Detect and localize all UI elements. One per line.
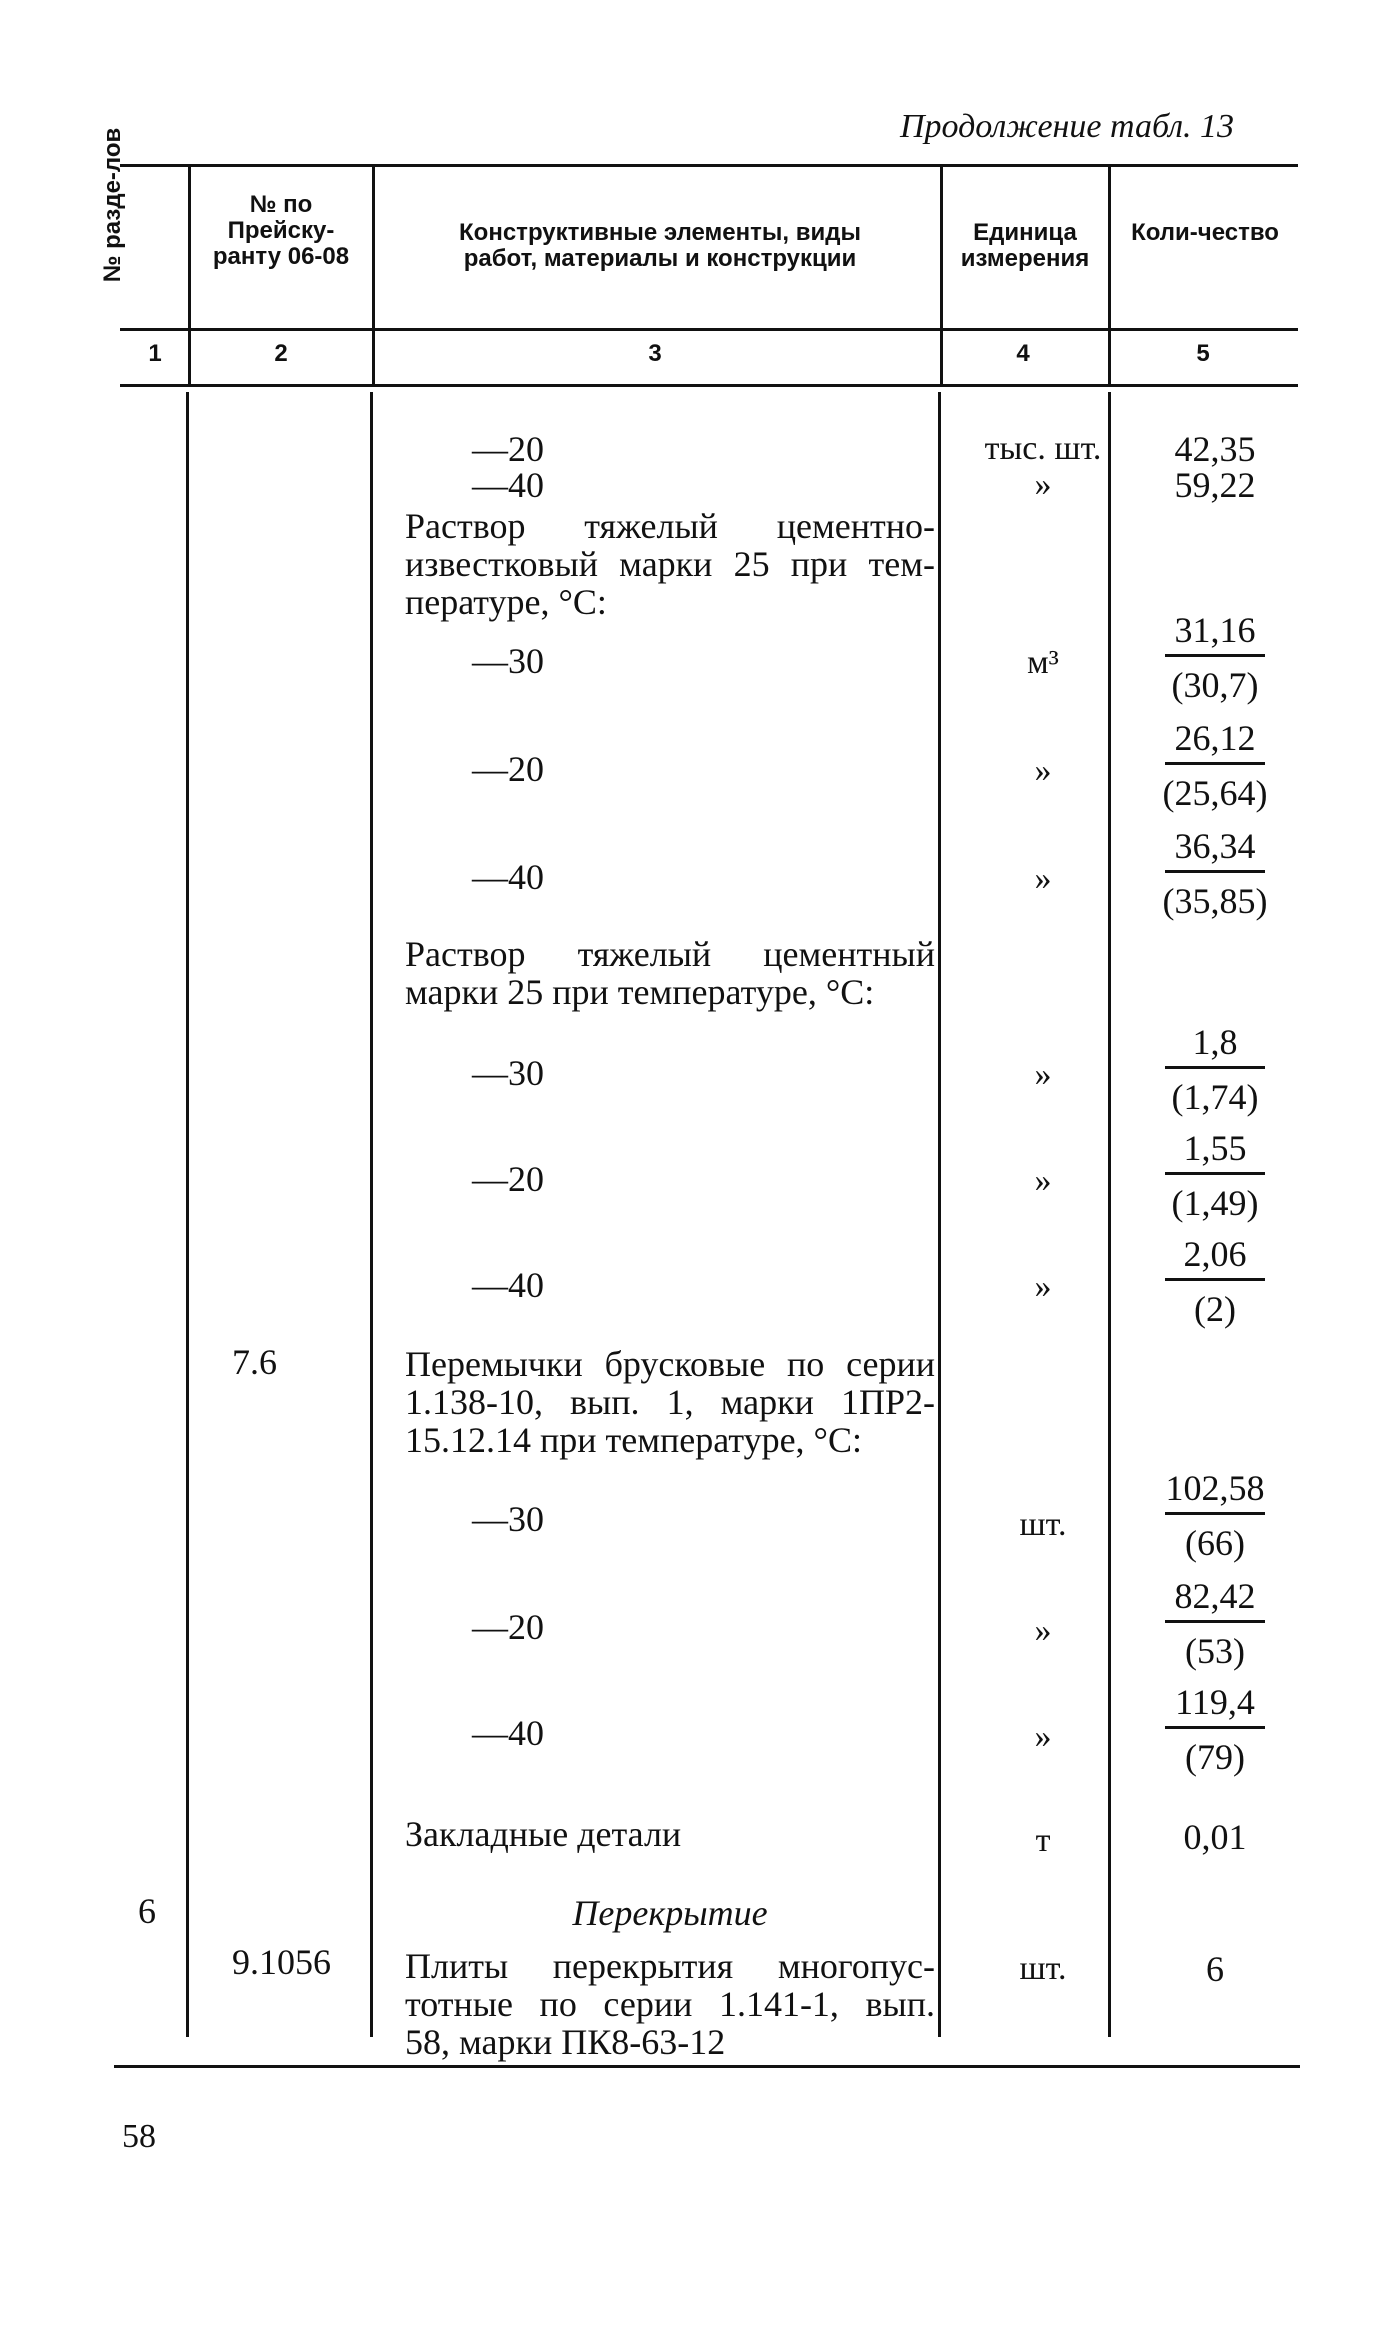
- col-number-5: 5: [1196, 340, 1210, 367]
- col-number-3: 3: [648, 340, 662, 367]
- row-unit: »: [1034, 860, 1052, 897]
- section-title: Перекрытие: [572, 1893, 768, 1933]
- header-elements: Конструктивные элементы, виды работ, материалы и конструкции: [459, 219, 861, 272]
- row-label: Закладные детали: [405, 1814, 682, 1854]
- quantity-denominator: (1,74): [1171, 1077, 1259, 1117]
- row-label: —20: [472, 749, 544, 789]
- row-quantity: 0,01: [1183, 1817, 1247, 1857]
- fraction-bar: [1165, 870, 1265, 873]
- material-description: 15.12.14 при температуре, °С:: [405, 1420, 862, 1460]
- quantity-fraction: [1140, 1234, 1290, 1329]
- quantity-denominator: (53): [1185, 1631, 1245, 1671]
- material-description: известковый марки 25 при тем-: [405, 544, 935, 584]
- quantity-denominator: (1,49): [1171, 1183, 1259, 1223]
- material-description: Перемычки брусковые по серии: [405, 1344, 935, 1384]
- material-description: 1.138-10, вып. 1, марки 1ПР2-: [405, 1382, 935, 1422]
- col-number-2: 2: [274, 340, 288, 367]
- col-number-1: 1: [148, 340, 162, 367]
- quantity-fraction: [1140, 1128, 1290, 1223]
- material-description: Плиты перекрытия многопус-: [405, 1946, 935, 1986]
- row-unit: »: [1034, 1162, 1052, 1199]
- material-description: Раствор тяжелый цементный: [405, 934, 935, 974]
- quantity-numerator: 82,42: [1174, 1576, 1256, 1616]
- row-label: —30: [472, 1499, 544, 1539]
- row-unit: шт.: [1019, 1506, 1067, 1543]
- row-quantity: 59,22: [1174, 465, 1256, 505]
- row-quantity: 42,35: [1174, 429, 1256, 469]
- price-list-code: 9.1056: [232, 1942, 331, 1982]
- header-col-divider-1: [188, 164, 191, 387]
- body-col-divider-1: [186, 392, 189, 2037]
- row-unit: »: [1034, 1718, 1052, 1755]
- quantity-numerator: 1,55: [1183, 1128, 1247, 1168]
- quantity-fraction: [1140, 1468, 1290, 1563]
- row-unit: т: [1035, 1822, 1051, 1859]
- quantity-denominator: (2): [1194, 1289, 1236, 1329]
- quantity-fraction: [1140, 826, 1290, 921]
- quantity-fraction: [1140, 1682, 1290, 1777]
- material-description: Раствор тяжелый цементно-: [405, 506, 935, 546]
- header-bottom-rule: [120, 328, 1298, 331]
- quantity-numerator: 36,34: [1174, 826, 1256, 866]
- row-unit: »: [1034, 466, 1052, 503]
- row-unit: »: [1034, 752, 1052, 789]
- row-label: —20: [472, 1607, 544, 1647]
- col-number-4: 4: [1016, 340, 1030, 367]
- quantity-numerator: 1,8: [1192, 1022, 1238, 1062]
- header-quantity: Коли-чество: [1131, 219, 1279, 246]
- fraction-bar: [1165, 1172, 1265, 1175]
- quantity-denominator: (30,7): [1171, 665, 1259, 705]
- header-col-divider-2: [372, 164, 375, 387]
- fraction-bar: [1165, 1066, 1265, 1069]
- quantity-denominator: (66): [1185, 1523, 1245, 1563]
- quantity-denominator: (79): [1185, 1737, 1245, 1777]
- header-top-rule: [120, 164, 1298, 167]
- row-label: —40: [472, 465, 544, 505]
- page-number: 58: [122, 2118, 156, 2155]
- quantity-fraction: [1140, 1022, 1290, 1117]
- row-label: —20: [472, 1159, 544, 1199]
- row-label: —40: [472, 1713, 544, 1753]
- fraction-bar: [1165, 1620, 1265, 1623]
- colnum-bottom-rule: [120, 384, 1298, 387]
- material-description: 58, марки ПК8-63-12: [405, 2022, 726, 2062]
- quantity-numerator: 119,4: [1175, 1682, 1255, 1722]
- table-caption: Продолжение табл. 13: [900, 108, 1235, 145]
- body-col-divider-3: [938, 392, 941, 2037]
- row-unit: »: [1034, 1056, 1052, 1093]
- row-label: —30: [472, 641, 544, 681]
- row-label: —30: [472, 1053, 544, 1093]
- fraction-bar: [1165, 762, 1265, 765]
- section-number: 6: [138, 1891, 156, 1931]
- row-unit: м³: [1027, 644, 1059, 681]
- fraction-bar: [1165, 1512, 1265, 1515]
- quantity-denominator: (35,85): [1162, 881, 1268, 921]
- material-description: тотные по серии 1.141-1, вып.: [405, 1984, 935, 2024]
- row-unit: шт.: [1019, 1950, 1067, 1987]
- row-label: —40: [472, 1265, 544, 1305]
- body-col-divider-2: [370, 392, 373, 2037]
- header-price-list-number: № по Прейску-ранту 06-08: [212, 191, 350, 270]
- quantity-denominator: (25,64): [1162, 773, 1268, 813]
- material-description: марки 25 при температуре, °С:: [405, 972, 875, 1012]
- row-label: —40: [472, 857, 544, 897]
- quantity-fraction: [1140, 610, 1290, 705]
- header-section-number: № разде-лов: [99, 127, 126, 283]
- fraction-bar: [1165, 654, 1265, 657]
- body-col-divider-4: [1108, 392, 1111, 2037]
- material-description: пературе, °С:: [405, 582, 607, 622]
- header-col-divider-3: [940, 164, 943, 387]
- quantity-numerator: 102,58: [1165, 1468, 1265, 1508]
- row-quantity: 6: [1206, 1949, 1224, 1989]
- price-list-code: 7.6: [232, 1342, 277, 1382]
- fraction-bar: [1165, 1278, 1265, 1281]
- quantity-numerator: 26,12: [1174, 718, 1256, 758]
- table-bottom-rule: [114, 2065, 1300, 2068]
- quantity-fraction: [1140, 1576, 1290, 1671]
- row-label: —20: [472, 429, 544, 469]
- header-unit: Единица измерения: [960, 219, 1090, 272]
- quantity-fraction: [1140, 718, 1290, 813]
- row-unit: »: [1034, 1612, 1052, 1649]
- quantity-numerator: 31,16: [1174, 610, 1256, 650]
- row-unit: тыс. шт.: [984, 430, 1102, 467]
- row-unit: »: [1034, 1268, 1052, 1305]
- quantity-numerator: 2,06: [1183, 1234, 1247, 1274]
- fraction-bar: [1165, 1726, 1265, 1729]
- header-col-divider-4: [1108, 164, 1111, 387]
